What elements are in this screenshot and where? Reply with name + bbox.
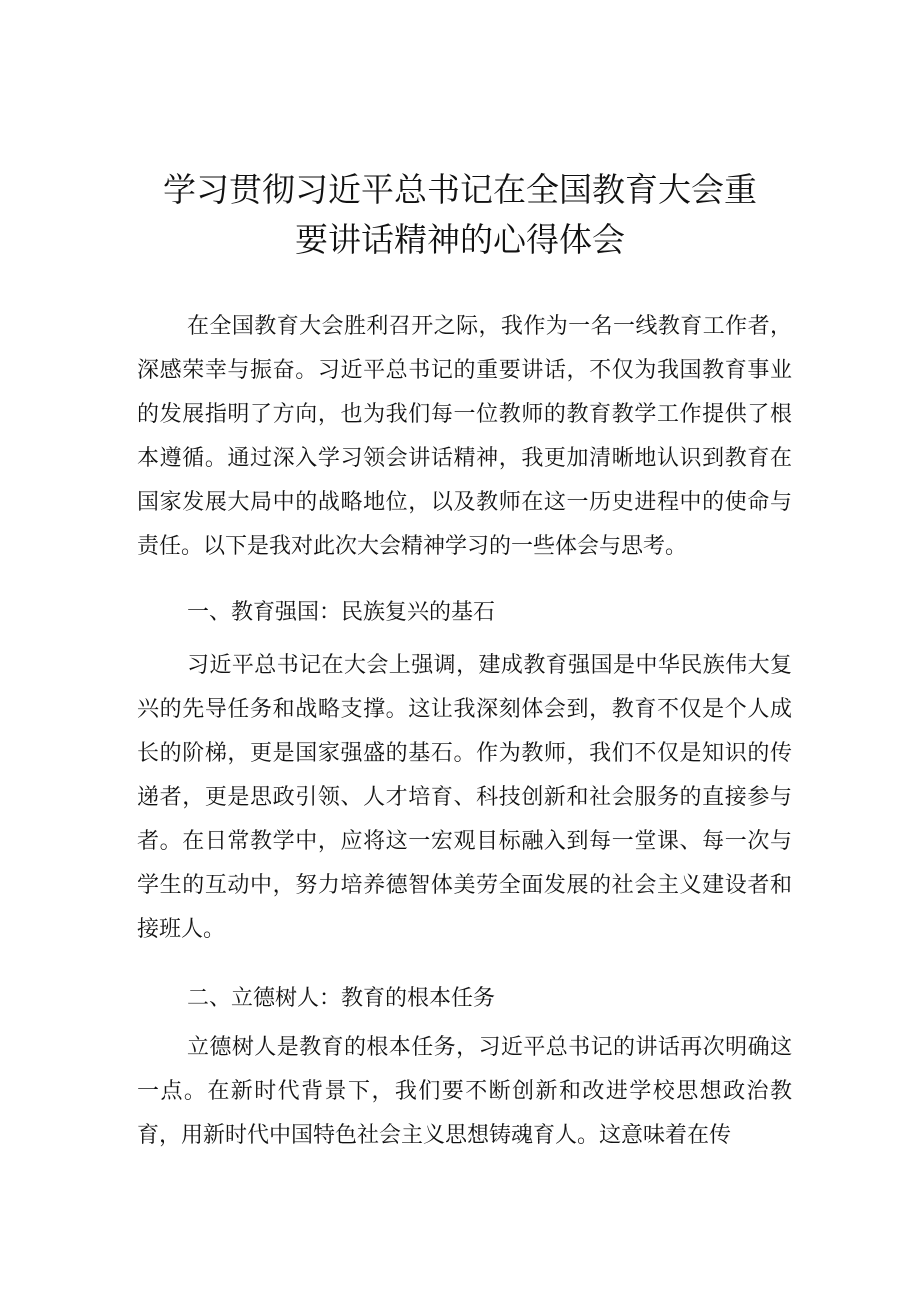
intro-paragraph: 在全国教育大会胜利召开之际，我作为一名一线教育工作者，深感荣幸与振奋。习近平总书记的重要讲话，不仅为我国教育事业的发展指明了方向，也为我们每一位教师的教育教学工作提供了根本遵循。通过深入学习领会讲话精神，我更加清晰地认识到教育在国家发展大局中的战略地位，以及教师在这一历史进程中的使命与责任。以下是我对此次大会精神学习的一些体会与思考。 [137,314,792,559]
document-title-line-2: 要讲话精神的心得体会 [295,220,625,259]
document-title-line-1: 学习贯彻习近平总书记在全国教育大会重 [163,170,757,209]
section-1-paragraph: 习近平总书记在大会上强调，建成教育强国是中华民族伟大复兴的先导任务和战略支撑。这让我深刻体会到，教育不仅是个人成长的阶梯，更是国家强盛的基石。作为教师，我们不仅是知识的传递者，更是思政引领、人才培育、科技创新和社会服务的直接参与者。在日常教学中，应将这一宏观目标融入到每一堂课、每一次与学生的互动中，努力培养德智体美劳全面发展的社会主义建设者和接班人。 [137,653,792,942]
section-2-paragraph: 立德树人是教育的根本任务，习近平总书记的讲话再次明确这一点。在新时代背景下，我们要不断创新和改进学校思想政治教育，用新时代中国特色社会主义思想铸魂育人。这意味着在传 [137,1035,792,1148]
section-heading-1: 一、教育强国：民族复兴的基石 [187,600,496,625]
section-heading-2: 二、立德树人：教育的根本任务 [187,986,496,1011]
